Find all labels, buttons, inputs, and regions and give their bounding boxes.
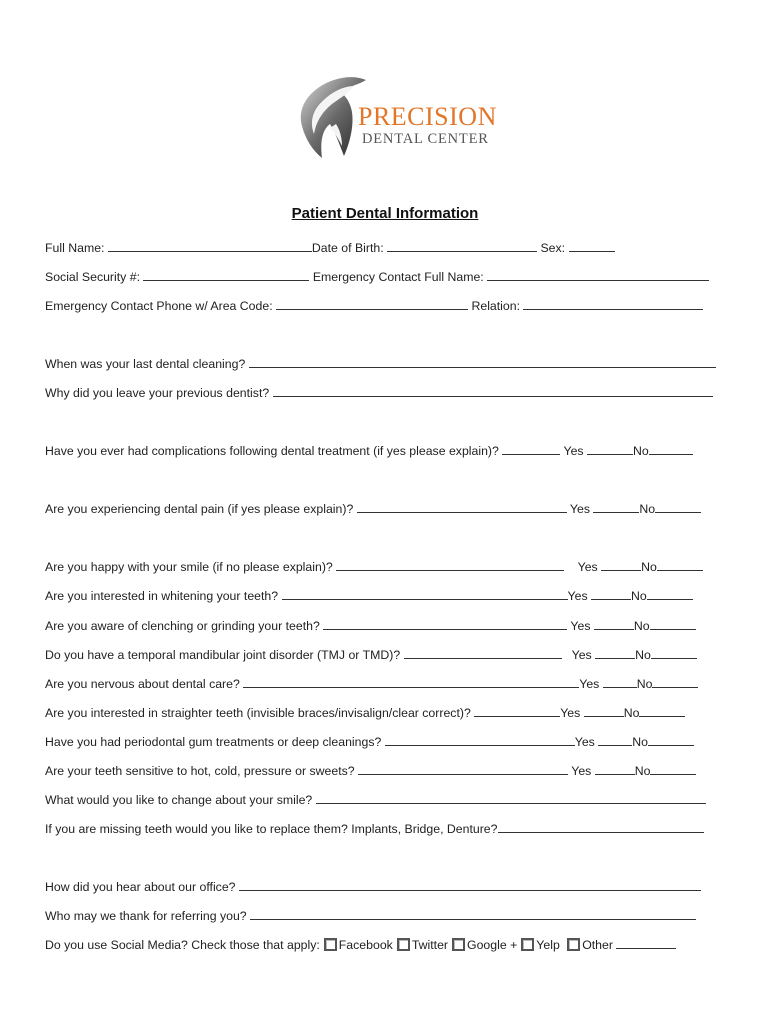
smile-explain-field[interactable] bbox=[336, 559, 564, 571]
yes-label: Yes bbox=[560, 706, 581, 720]
no-label: No bbox=[633, 619, 650, 633]
complications-yes-field[interactable] bbox=[587, 443, 633, 455]
sensitive-yes-field[interactable] bbox=[595, 763, 635, 775]
row-whitening bbox=[45, 588, 693, 603]
tmj-yes-field[interactable] bbox=[595, 647, 635, 659]
relation-label: Relation: bbox=[471, 299, 521, 313]
row-periodontal bbox=[45, 734, 694, 749]
no-label: No bbox=[636, 677, 653, 691]
dob-label: Date of Birth: bbox=[311, 241, 384, 255]
q-smile: Are you happy with your smile (if no please explain)? bbox=[45, 560, 333, 574]
smile-yes-field[interactable] bbox=[601, 559, 641, 571]
relation-field[interactable] bbox=[523, 298, 703, 310]
ssn-field[interactable] bbox=[143, 269, 309, 281]
q-nervous: Are you nervous about dental care? bbox=[45, 677, 240, 691]
row-referring bbox=[45, 908, 696, 923]
yelp-label: Yelp bbox=[536, 938, 560, 952]
no-label: No bbox=[641, 560, 657, 574]
complications-explain-field[interactable] bbox=[502, 443, 560, 455]
full-name-field[interactable] bbox=[108, 240, 312, 252]
clenching-field[interactable] bbox=[323, 618, 567, 630]
yes-label: Yes bbox=[577, 560, 598, 574]
row-ssn bbox=[45, 269, 709, 284]
sensitive-no-field[interactable] bbox=[650, 763, 696, 775]
emergency-name-field[interactable] bbox=[487, 269, 709, 281]
q-periodontal: Have you had periodontal gum treatments or deep cleanings? bbox=[45, 735, 382, 749]
facebook-label: Facebook bbox=[338, 938, 393, 952]
nervous-no-field[interactable] bbox=[652, 676, 698, 688]
no-label: No bbox=[639, 502, 656, 516]
twitter-label: Twitter bbox=[411, 938, 449, 952]
q-clenching: Are you aware of clenching or grinding your teeth? bbox=[45, 619, 320, 633]
row-missing-teeth bbox=[45, 821, 704, 836]
pain-yes-field[interactable] bbox=[593, 501, 639, 513]
q-change-smile: What would you like to change about your smile? bbox=[45, 793, 313, 807]
logo-name: PRECISION bbox=[358, 102, 497, 131]
row-clenching bbox=[45, 618, 696, 633]
periodontal-field[interactable] bbox=[385, 734, 575, 746]
dob-field[interactable] bbox=[387, 240, 537, 252]
no-label: No bbox=[635, 648, 651, 662]
facebook-checkbox[interactable] bbox=[324, 938, 337, 951]
google-checkbox[interactable] bbox=[452, 938, 465, 951]
sensitive-field[interactable] bbox=[358, 763, 568, 775]
straighter-yes-field[interactable] bbox=[584, 705, 624, 717]
whitening-field[interactable] bbox=[282, 588, 568, 600]
emergency-phone-label: Emergency Contact Phone w/ Area Code: bbox=[45, 299, 273, 313]
emergency-name-label: Emergency Contact Full Name: bbox=[312, 270, 484, 284]
clenching-yes-field[interactable] bbox=[594, 618, 634, 630]
q-whitening: Are you interested in whitening your teeth? bbox=[45, 589, 279, 603]
yes-label: Yes bbox=[570, 619, 591, 633]
sex-field[interactable] bbox=[569, 240, 615, 252]
no-label: No bbox=[632, 735, 648, 749]
pain-explain-field[interactable] bbox=[357, 501, 567, 513]
yes-label: Yes bbox=[571, 648, 592, 662]
no-label: No bbox=[634, 764, 651, 778]
q-missing-teeth: If you are missing teeth would you like to replace them? Implants, Bridge, Denture? bbox=[45, 822, 498, 836]
row-pain bbox=[45, 501, 701, 516]
twitter-checkbox[interactable] bbox=[397, 938, 410, 951]
precision-dental-logo bbox=[292, 72, 497, 168]
row-smile bbox=[45, 559, 703, 574]
missing-teeth-field[interactable] bbox=[498, 821, 704, 833]
row-social bbox=[45, 937, 676, 952]
q-social: Do you use Social Media? Check those that apply: bbox=[45, 938, 320, 952]
q-last-cleaning: When was your last dental cleaning? bbox=[45, 357, 246, 371]
q-complications: Have you ever had complications following dental treatment (if yes please explain)? bbox=[45, 444, 499, 458]
last-cleaning-field[interactable] bbox=[249, 356, 716, 368]
periodontal-no-field[interactable] bbox=[648, 734, 694, 746]
other-label: Other bbox=[582, 938, 613, 952]
no-label: No bbox=[623, 706, 640, 720]
tmj-no-field[interactable] bbox=[651, 647, 697, 659]
row-emergency-phone bbox=[45, 298, 703, 313]
logo-subtitle: DENTAL CENTER bbox=[362, 131, 489, 147]
straighter-no-field[interactable] bbox=[639, 705, 685, 717]
clenching-no-field[interactable] bbox=[650, 618, 696, 630]
whitening-yes-field[interactable] bbox=[591, 588, 631, 600]
row-straighter bbox=[45, 705, 685, 720]
periodontal-yes-field[interactable] bbox=[598, 734, 632, 746]
row-leave-dentist bbox=[45, 385, 713, 400]
yes-label: Yes bbox=[574, 735, 595, 749]
yes-label: Yes bbox=[571, 764, 592, 778]
row-change-smile bbox=[45, 792, 706, 807]
full-name-label: Full Name: bbox=[45, 241, 105, 255]
yes-label: Yes bbox=[579, 677, 600, 691]
row-complications bbox=[45, 443, 693, 458]
q-pain: Are you experiencing dental pain (if yes please explain)? bbox=[45, 502, 354, 516]
straighter-field[interactable] bbox=[474, 705, 560, 717]
yes-label: Yes bbox=[569, 502, 590, 516]
pain-no-field[interactable] bbox=[655, 501, 701, 513]
row-hear-about bbox=[45, 879, 701, 894]
form-title: Patient Dental Information bbox=[291, 205, 479, 222]
q-leave-dentist: Why did you leave your previous dentist? bbox=[45, 386, 270, 400]
smile-no-field[interactable] bbox=[657, 559, 703, 571]
row-full-name bbox=[45, 240, 615, 255]
sex-label: Sex: bbox=[540, 241, 566, 255]
q-tmj: Do you have a temporal mandibular joint disorder (TMJ or TMD)? bbox=[45, 648, 401, 662]
row-tmj bbox=[45, 647, 697, 662]
q-hear-about: How did you hear about our office? bbox=[45, 880, 236, 894]
q-sensitive: Are your teeth sensitive to hot, cold, pressure or sweets? bbox=[45, 764, 355, 778]
no-label: No bbox=[632, 444, 649, 458]
yes-label: Yes bbox=[563, 444, 584, 458]
yelp-checkbox[interactable] bbox=[521, 938, 534, 951]
hear-about-field[interactable] bbox=[239, 879, 701, 891]
ssn-label: Social Security #: bbox=[45, 270, 141, 284]
row-last-cleaning bbox=[45, 356, 716, 371]
nervous-field[interactable] bbox=[243, 676, 579, 688]
nervous-yes-field[interactable] bbox=[603, 676, 637, 688]
complications-no-field[interactable] bbox=[649, 443, 693, 455]
change-smile-field[interactable] bbox=[316, 792, 706, 804]
emergency-phone-field[interactable] bbox=[276, 298, 468, 310]
other-field[interactable] bbox=[616, 937, 676, 949]
row-nervous bbox=[45, 676, 698, 691]
no-label: No bbox=[631, 589, 647, 603]
whitening-no-field[interactable] bbox=[647, 588, 693, 600]
row-sensitive bbox=[45, 763, 696, 778]
q-referring: Who may we thank for referring you? bbox=[45, 909, 247, 923]
yes-label: Yes bbox=[567, 589, 588, 603]
google-label: Google + bbox=[467, 938, 518, 952]
leave-dentist-field[interactable] bbox=[273, 385, 713, 397]
tmj-field[interactable] bbox=[404, 647, 562, 659]
other-checkbox[interactable] bbox=[567, 938, 580, 951]
referring-field[interactable] bbox=[250, 908, 696, 920]
q-straighter: Are you interested in straighter teeth (invisible braces/invisalign/clear correct)? bbox=[45, 706, 471, 720]
